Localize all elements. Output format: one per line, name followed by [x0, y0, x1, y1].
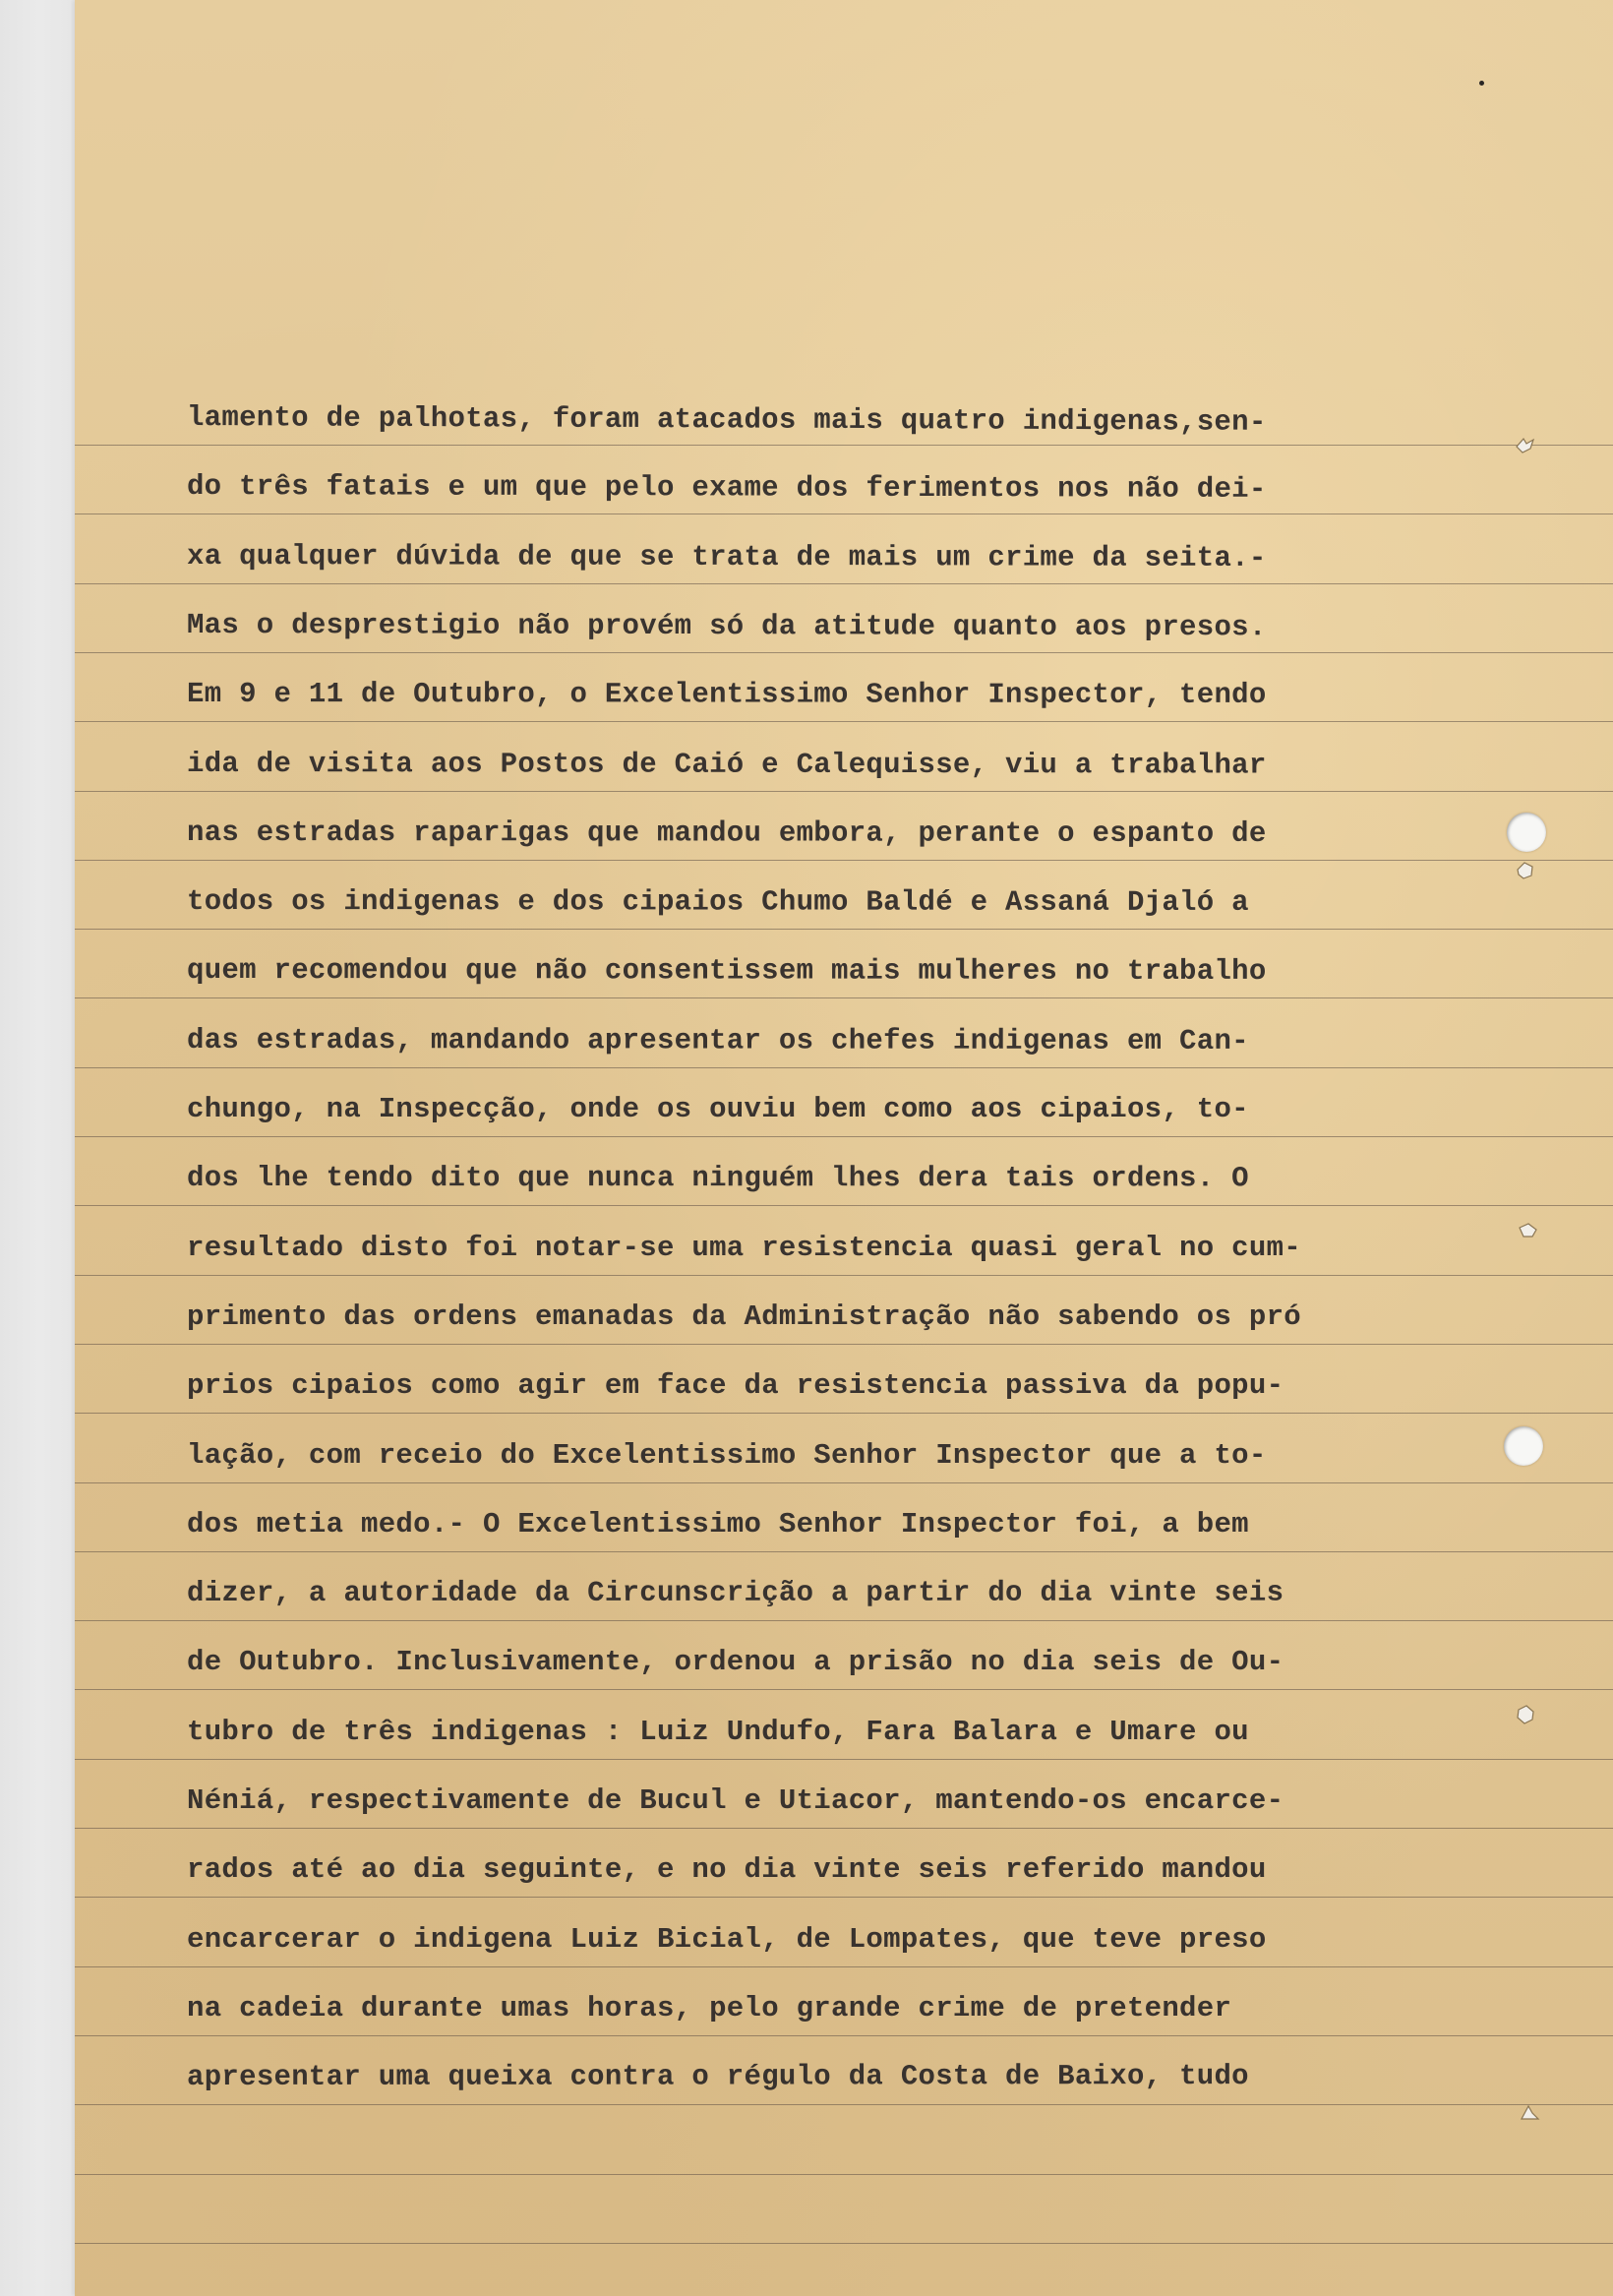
ruled-line: [75, 1482, 1613, 1483]
text-line-21: Néniá, respectivamente de Bucul e Utiacor, mantendo-os encarce-: [187, 1784, 1284, 1817]
text-line-11: chungo, na Inspecção, onde os ouviu bem como aos cipaios, to-: [187, 1093, 1249, 1125]
text-line-19: de Outubro. Inclusivamente, ordenou a prisão no dia seis de Ou-: [187, 1646, 1284, 1679]
binding-tear-mark-2: [1513, 858, 1538, 883]
ruled-line: [75, 860, 1613, 861]
ruled-line: [75, 721, 1613, 722]
text-line-17: dos metia medo.- O Excelentissimo Senhor Inspector foi, a bem: [187, 1507, 1249, 1541]
text-line-18: dizer, a autoridade da Circunscrição a partir do dia vinte seis: [186, 1576, 1284, 1610]
text-line-25: apresentar uma queixa contra o régulo da Costa de Baixo, tudo: [186, 2060, 1249, 2094]
punch-hole-lower: [1504, 1426, 1543, 1466]
ruled-line: [75, 1828, 1613, 1829]
text-line-3: xa qualquer dúvida de que se trata de mais um crime da seita.-: [186, 539, 1267, 574]
text-line-10: das estradas, mandando apresentar os chefes indigenas em Can-: [186, 1023, 1249, 1057]
text-line-6: ida de visita aos Postos de Caió e Calequisse, viu a trabalhar: [186, 747, 1267, 782]
text-line-1: lamento de palhotas, foram atacados mais quatro indigenas,sen-: [186, 401, 1267, 439]
ruled-line: [75, 1205, 1613, 1206]
ruled-line: [75, 652, 1613, 653]
binding-tear-mark-4: [1513, 1702, 1538, 1727]
text-line-22: rados até ao dia seguinte, e no dia vinte seis referido mandou: [187, 1853, 1267, 1887]
ruled-line: [75, 2174, 1613, 2175]
text-line-13: resultado disto foi notar-se uma resistencia quasi geral no cum-: [187, 1231, 1301, 1264]
text-line-16: lação, com receio do Excelentissimo Senhor Inspector que a to-: [187, 1438, 1267, 1472]
ruled-line: [75, 2035, 1613, 2036]
ruled-line: [75, 1759, 1613, 1760]
ruled-line: [75, 1551, 1613, 1552]
ruled-line: [75, 1275, 1613, 1276]
text-line-14: primento das ordens emanadas da Administração não sabendo os pró: [187, 1299, 1301, 1333]
ruled-line: [75, 791, 1613, 792]
ruled-line: [75, 445, 1613, 446]
text-line-5: Em 9 e 11 de Outubro, o Excelentissimo Senhor Inspector, tendo: [186, 678, 1267, 712]
punch-hole-upper: [1507, 813, 1546, 852]
ruled-line: [75, 997, 1613, 998]
ruled-line: [75, 1897, 1613, 1898]
ruled-line: [75, 1344, 1613, 1345]
ruled-line: [75, 1413, 1613, 1414]
binding-tear-mark-1: [1513, 433, 1538, 458]
ink-speck: [1479, 81, 1484, 86]
text-line-15: prios cipaios como agir em face da resistencia passiva da popu-: [187, 1369, 1284, 1403]
ruled-line: [75, 1620, 1613, 1621]
text-line-4: Mas o desprestigio não provém só da atitude quanto aos presos.: [186, 608, 1267, 644]
ruled-line: [75, 2243, 1613, 2244]
typewritten-sheet: [75, 0, 1613, 2296]
text-line-9: quem recomendou que não consentissem mais mulheres no trabalho: [186, 954, 1267, 989]
text-line-20: tubro de três indigenas : Luiz Undufo, Fara Balara e Umare ou: [187, 1715, 1249, 1748]
text-line-24: na cadeia durante umas horas, pelo grande crime de pretender: [187, 1991, 1232, 2024]
ruled-line: [75, 2104, 1613, 2105]
binding-tear-mark-5: [1517, 2101, 1542, 2127]
ruled-line: [75, 583, 1613, 584]
ruled-line: [75, 1136, 1613, 1137]
ruled-line: [75, 1067, 1613, 1068]
binding-tear-mark-3: [1516, 1218, 1541, 1243]
text-line-23: encarcerar o indigena Luiz Bicial, de Lompates, que teve preso: [187, 1922, 1267, 1956]
ruled-line: [75, 929, 1613, 930]
text-line-8: todos os indigenas e dos cipaios Chumo Baldé e Assaná Djaló a: [186, 885, 1249, 920]
ruled-line: [75, 1966, 1613, 1967]
text-line-2: do três fatais e um que pelo exame dos ferimentos nos não dei-: [186, 470, 1267, 507]
text-line-12: dos lhe tendo dito que nunca ninguém lhes dera tais ordens. O: [186, 1162, 1249, 1195]
text-line-7: nas estradas raparigas que mandou embora, perante o espanto de: [186, 816, 1267, 850]
ruled-line: [75, 1689, 1613, 1690]
